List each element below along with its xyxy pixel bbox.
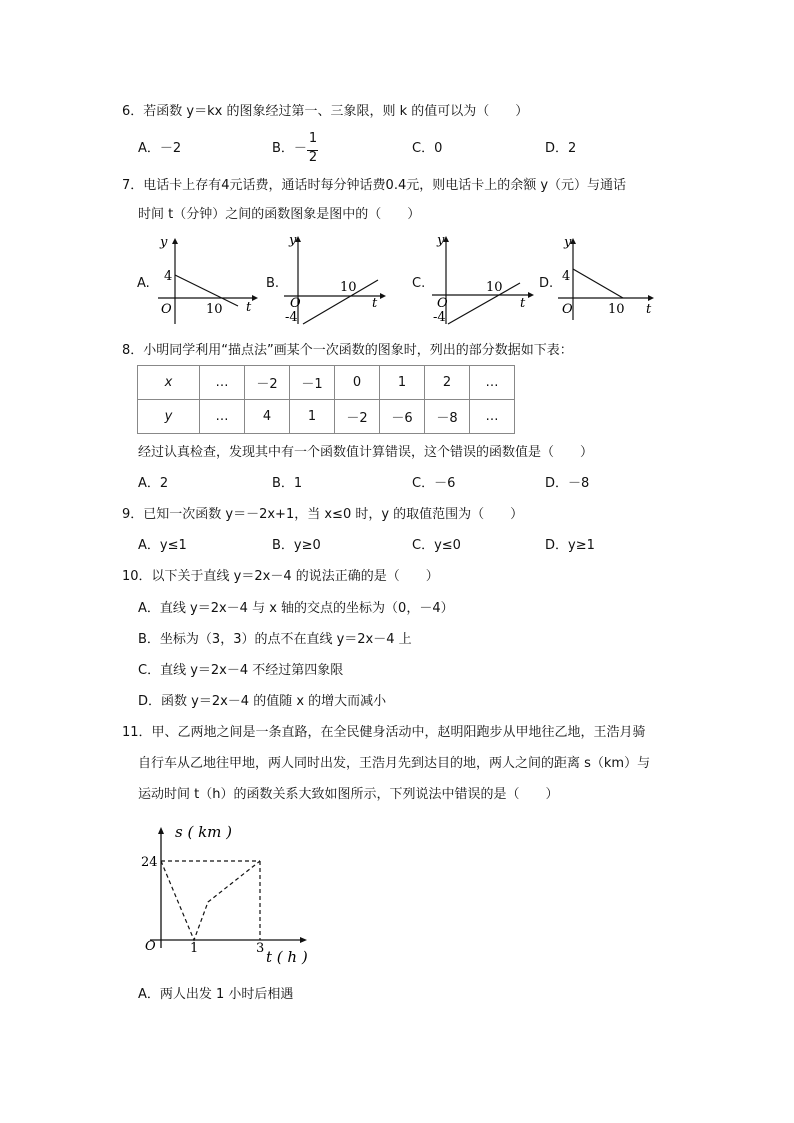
q7-graph-a: [150, 232, 260, 326]
q6-option-d: D．2: [545, 141, 577, 156]
t-axis-label: t: [520, 296, 526, 311]
q10-stem: 10．以下关于直线 y＝2x－4 的说法正确的是（ ）: [122, 569, 439, 584]
y-intercept-label: -4: [285, 310, 298, 325]
table-cell: 0: [335, 366, 380, 400]
origin-label: O: [437, 296, 448, 311]
y-axis-label: y: [564, 235, 572, 250]
q9-option-d: D．y≥1: [545, 538, 595, 553]
q9-option-c: C．y≤0: [412, 538, 461, 553]
t-axis-label: t ( h ): [266, 948, 308, 966]
q11-stem-line1: 11．甲、乙两地之间是一条直路，在全民健身活动中，赵明阳跑步从甲地往乙地，王浩月骑: [122, 725, 646, 740]
x-axis-arrow-icon: [300, 937, 307, 943]
q9-option-a: A．y≤1: [138, 538, 187, 553]
q10-option-b: B．坐标为（3，3）的点不在直线 y＝2x－4 上: [138, 632, 412, 647]
q7-graph-b-label: B.: [266, 276, 280, 291]
table-cell: 1: [380, 366, 425, 400]
table-cell: 1: [290, 400, 335, 434]
table-cell: …: [200, 400, 245, 434]
t-axis-label: t: [372, 296, 378, 311]
table-cell: 4: [245, 400, 290, 434]
table-cell: －2: [335, 400, 380, 434]
table-row: [138, 400, 515, 434]
t-axis-label: t: [646, 302, 652, 317]
table-cell: …: [470, 366, 515, 400]
q7-graph-b: [280, 230, 390, 326]
x-axis-arrow-icon: [528, 292, 534, 298]
origin-label: O: [290, 296, 301, 311]
y-intercept-label: 4: [164, 269, 173, 284]
x-tick-3: 3: [256, 941, 265, 956]
q7-graph-c-label: C.: [412, 276, 426, 291]
q7-graph-d-label: D.: [539, 276, 554, 291]
table-cell: …: [470, 400, 515, 434]
table-row: [138, 366, 515, 400]
q10-option-d: D．函数 y＝2x－4 的值随 x 的增大而减小: [138, 694, 387, 709]
graph-line: [448, 283, 520, 324]
q6-option-c: C．0: [412, 141, 443, 156]
q11-stem-line2: 自行车从乙地往甲地，两人同时出发，王浩月先到达目的地，两人之间的距离 s（km）与: [138, 756, 651, 771]
table-cell: －2: [245, 366, 290, 400]
q10-option-a: A．直线 y＝2x－4 与 x 轴的交点的坐标为（0，－4）: [138, 601, 454, 616]
graph-line: [573, 269, 623, 298]
q11-option-a: A．两人出发 1 小时后相遇: [138, 987, 294, 1002]
y-axis-label: y: [160, 235, 168, 250]
y-axis-label: y: [289, 233, 297, 248]
q8-option-b: B．1: [272, 476, 303, 491]
y-axis-arrow-icon: [172, 238, 178, 244]
y-tick-24: 24: [141, 855, 158, 870]
table-cell: 2: [425, 366, 470, 400]
origin-label: O: [562, 302, 573, 317]
s-axis-label: s ( km ): [175, 823, 233, 841]
x-axis-arrow-icon: [252, 295, 258, 301]
q8-followup: 经过认真检查，发现其中有一个函数值计算错误，这个错误的函数值是（ ）: [138, 445, 594, 460]
q11-distance-graph: [140, 818, 320, 970]
q10-option-c: C．直线 y＝2x－4 不经过第四象限: [138, 663, 344, 678]
q7-graph-c: [428, 230, 538, 326]
y-axis-arrow-icon: [158, 827, 164, 834]
distance-curve: [161, 861, 260, 940]
q11-stem-line3: 运动时间 t（h）的函数关系大致如图所示，下列说法中错误的是（ ）: [138, 787, 559, 802]
table-cell: －6: [380, 400, 425, 434]
q8-stem: 8．小明同学利用“描点法”画某个一次函数的图象时，列出的部分数据如下表：: [122, 343, 573, 358]
x-intercept-label: 10: [608, 302, 625, 317]
q7-graph-a-label: A.: [137, 276, 150, 291]
q8-value-table: [137, 365, 515, 434]
q7-stem-line2: 时间 t（分钟）之间的函数图象是图中的（ ）: [138, 207, 421, 222]
q7-graph-d: [556, 232, 661, 326]
y-axis-label: y: [437, 233, 445, 248]
y-intercept-label: -4: [433, 310, 446, 325]
table-cell: x: [138, 366, 200, 400]
q9-option-b: B．y≥0: [272, 538, 321, 553]
table-cell: －8: [425, 400, 470, 434]
q8-option-a: A．2: [138, 476, 169, 491]
q7-stem-line1: 7．电话卡上存有4元话费，通话时每分钟话费0.4元，则电话卡上的余额 y（元）与通话: [122, 178, 627, 193]
q6-frac-denominator: 2: [308, 150, 318, 165]
q6-option-b: B．－: [272, 141, 307, 156]
q6-option-a: A．－2: [138, 141, 182, 156]
q6-stem: 6．若函数 y＝kx 的图象经过第一、三象限，则 k 的值可以为（ ）: [122, 104, 529, 119]
q9-stem: 9．已知一次函数 y＝－2x+1，当 x≤0 时，y 的取值范围为（ ）: [122, 507, 524, 522]
x-axis-arrow-icon: [648, 295, 654, 301]
y-intercept-label: 4: [562, 269, 571, 284]
table-cell: y: [138, 400, 200, 434]
table-cell: －1: [290, 366, 335, 400]
x-intercept-label: 10: [206, 302, 223, 317]
origin-label: O: [145, 939, 156, 954]
x-intercept-label: 10: [340, 280, 357, 295]
q6-frac-numerator: 1: [308, 131, 318, 146]
q8-option-c: C．－6: [412, 476, 456, 491]
x-tick-1: 1: [190, 941, 199, 956]
q8-option-d: D．－8: [545, 476, 590, 491]
x-intercept-label: 10: [486, 280, 503, 295]
x-axis-arrow-icon: [380, 293, 386, 299]
table-cell: …: [200, 366, 245, 400]
origin-label: O: [161, 302, 172, 317]
t-axis-label: t: [246, 300, 252, 315]
